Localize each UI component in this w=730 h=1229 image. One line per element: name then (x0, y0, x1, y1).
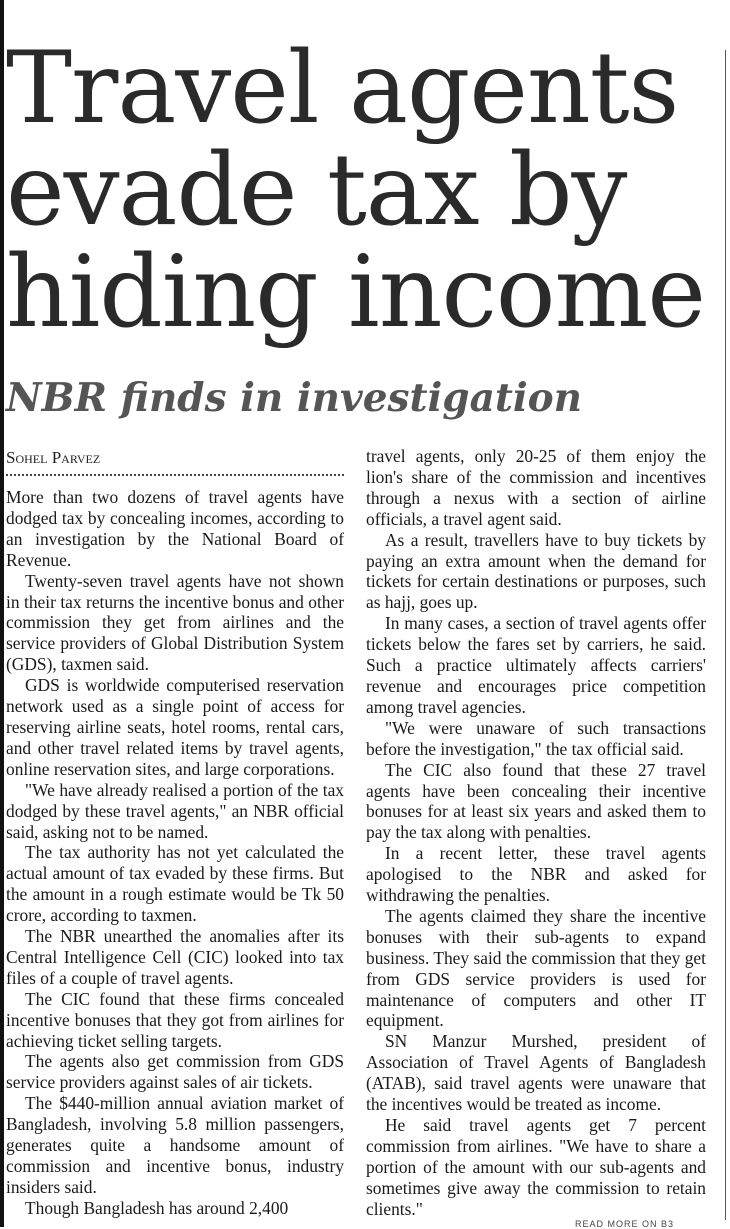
subheadline: NBR finds in investigation (6, 375, 583, 421)
column-divider-rule (725, 50, 726, 1220)
paragraph: SN Manzur Murshed, president of Association of Travel Agents of Bangladesh (ATAB), said travel agents were unaware that the incentives would be treated as income. (366, 1031, 706, 1115)
article-column-left (6, 487, 344, 1226)
paragraph: More than two dozens of travel agents have dodged tax by concealing incomes, according to an investigation by the National Board of Revenue. (6, 487, 344, 570)
headline (6, 31, 721, 350)
paragraph: "We have already realised a portion of the tax dodged by these travel agents," an NBR official said, asking not to be named. (6, 779, 344, 842)
jump-line: READ MORE ON B3 (575, 1219, 675, 1229)
paragraph: Though Bangladesh has around 2,400 (25, 1197, 289, 1218)
paragraph: The CIC found that these firms concealed incentive bonuses that they got from airlines for achieving ticket selling targets. (6, 988, 344, 1051)
paragraph: The agents claimed they share the incentive bonuses with their sub-agents to expand business. They said the commission that they get from GDS service providers is used for maintenance of computers and other IT equipment. (366, 905, 706, 1031)
paragraph: The NBR unearthed the anomalies after its Central Intelligence Cell (CIC) looked into tax files of a couple of travel agents. (6, 926, 344, 988)
paragraph: The CIC also found that these 27 travel agents have been concealing their incentive bonuses for at least six years and asked them to pay the tax along with penalties. (366, 759, 706, 843)
paragraph: travel agents, only 20-25 of them enjoy the lion's share of the commission and incentives through a nexus with a section of airline officials, a travel agent said. (366, 446, 706, 529)
paragraph: The agents also get commission from GDS service providers against sales of air tickets. (6, 1051, 344, 1093)
byline: Sohel Parvez (6, 448, 101, 467)
paragraph: In a recent letter, these travel agents apologised to the NBR and asked for withdrawing the penalties. (366, 843, 706, 906)
paragraph: As a result, travellers have to buy tickets by paying an extra amount when the demand for tickets for certain destinations or purposes, such as hajj, goes up. (366, 529, 706, 613)
byline-dotted-rule (6, 474, 344, 476)
page-left-edge (0, 0, 4, 1227)
paragraph: He said travel agents get 7 percent commission from airlines. "We have to share a portion of the amount with our sub-agents and sometimes give away the commission to retain clients." (366, 1115, 706, 1219)
paragraph: In many cases, a section of travel agents offer tickets below the fares set by carriers, he said. Such a practice ultimately affects carriers' revenue and encourages price competition among travel agencies. (366, 613, 706, 717)
paragraph: The tax authority has not yet calculated the actual amount of tax evaded by these firms. But the amount in a rough estimate would be Tk 50 crore, according to taxmen. (6, 842, 344, 926)
headline-line: hiding income (6, 235, 705, 350)
headline-line: evade tax by (6, 133, 627, 248)
paragraph: GDS is worldwide computerised reservation network used as a single point of access for reserving airline seats, hotel rooms, rental cars, and other travel related items by travel agents, online reservation sites, and large corporations. (6, 675, 344, 779)
paragraph: Twenty-seven travel agents have not shown in their tax returns the incentive bonus and other commission they get from airlines and the service providers of Global Distribution System (GDS), taxmen said. (6, 570, 344, 675)
paragraph: "We were unaware of such transactions before the investigation," the tax official said. (366, 717, 706, 759)
headline-line: Travel agents (6, 31, 679, 146)
article-column-right (366, 446, 706, 1224)
paragraph: The $440-million annual aviation market of Bangladesh, involving 5.8 million passengers, generates quite a handsome amount of commission and incentive bonus, industry insiders said. (6, 1093, 344, 1197)
